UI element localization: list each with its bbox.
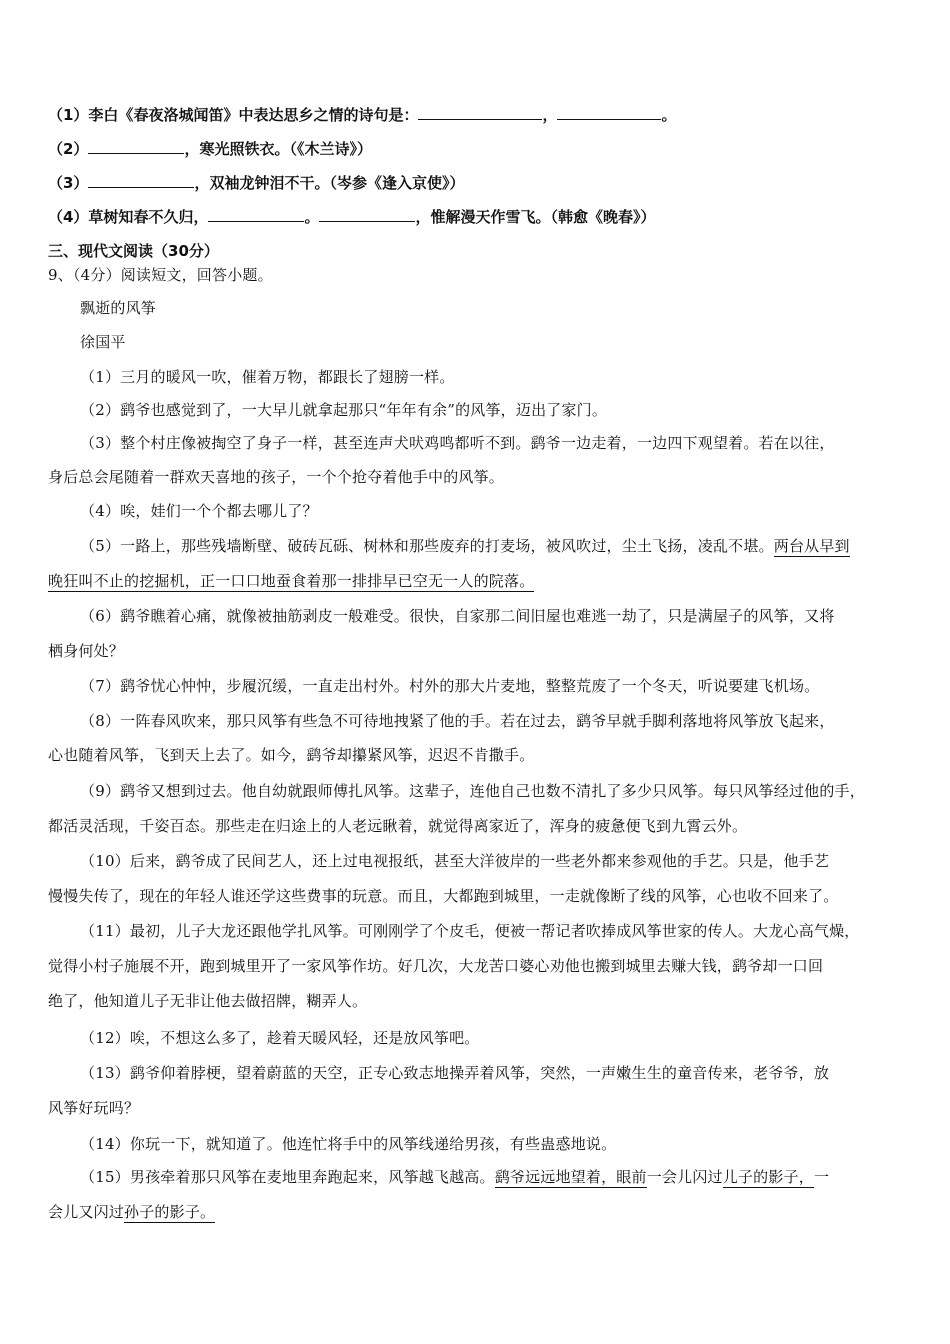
- answer-blank[interactable]: [88, 173, 194, 188]
- answer-blank[interactable]: [557, 105, 661, 120]
- paragraph-7: （7）鹞爷忧心忡忡，步履沉缓，一直走出村外。村外的那大片麦地，整整荒废了一个冬天，听说要建飞机场。: [80, 677, 820, 695]
- paragraph-6-line-2: 栖身何处？: [48, 642, 125, 660]
- paragraph-11-line-3: 绝了，他知道儿子无非让他去做招牌，糊弄人。: [48, 992, 368, 1010]
- paragraph-15-line-2: 会儿又闪过孙子的影子。: [48, 1203, 216, 1221]
- question-9-prompt: 9、（4分）阅读短文，回答小题。: [48, 266, 273, 284]
- paragraph-14: （14）你玩一下，就知道了。他连忙将手中的风筝线递给男孩，有些蛊惑地说。: [80, 1135, 617, 1153]
- paragraph-5-line-1: （5）一路上，那些残墙断壁、破砖瓦砾、树林和那些废弃的打麦场，被风吹过，尘土飞扬，凌乱不堪。两台从早到: [80, 537, 850, 555]
- question-2: （2） ，寒光照铁衣。（《木兰诗》）: [48, 140, 372, 158]
- paragraph-4: （4）唉，娃们一个个都去哪儿了？: [80, 502, 318, 520]
- paragraph-10-line-1: （10）后来，鹞爷成了民间艺人，还上过电视报纸，甚至大洋彼岸的一些老外都来参观他的手艺。只是，他手艺: [80, 852, 830, 870]
- underlined-text: 儿子的影子，: [722, 1168, 814, 1186]
- paragraph-5-line-2: [48, 570, 534, 591]
- answer-blank[interactable]: [319, 207, 415, 222]
- paragraph-1: （1）三月的暖风一吹，催着万物，都跟长了翅膀一样。: [80, 368, 455, 386]
- underlined-text: 两台从早到: [773, 537, 850, 555]
- paragraph-2: （2）鹞爷也感觉到了，一大早儿就拿起那只“年年有余”的风筝，迈出了家门。: [80, 401, 608, 419]
- paragraph-3-line-2: 身后总会尾随着一群欢天喜地的孩子，一个个抢夺着他手中的风筝。: [48, 468, 505, 486]
- underlined-text: 鹞爷远远地望着，眼前: [494, 1168, 647, 1186]
- paragraph-11-line-1: （11）最初，儿子大龙还跟他学扎风筝。可刚刚学了个皮毛，便被一帮记者吹捧成风筝世家的传人。大龙心高气燥，: [80, 922, 860, 940]
- paragraph-12: （12）唉，不想这么多了，趁着天暖风轻，还是放风筝吧。: [80, 1029, 480, 1047]
- paragraph-9-line-1: （9）鹞爷又想到过去。他自幼就跟师傅扎风筝。这辈子，连他自己也数不清扎了多少只风筝。每只风筝经过他的手，: [80, 782, 865, 800]
- paragraph-11-line-2: 觉得小村子施展不开，跑到城里开了一家风筝作坊。好几次，大龙苦口婆心劝他也搬到城里去赚大钱，鹞爷却一口回: [48, 957, 824, 975]
- underlined-text: 孙子的影子。: [124, 1203, 216, 1221]
- question-1: （1）李白《春夜洛城闻笛》中表达思乡之情的诗句是： ， 。: [48, 106, 677, 124]
- paragraph-13-line-2: 风筝好玩吗？: [48, 1099, 140, 1117]
- underlined-text: 晚狂叫不止的挖掘机，正一口口地蚕食着那一排排早已空无一人的院落。: [48, 572, 535, 590]
- question-3: （3） ，双袖龙钟泪不干。（岑参《逢入京使》）: [48, 174, 465, 192]
- answer-blank[interactable]: [208, 207, 304, 222]
- article-title: 飘逝的风筝: [80, 299, 157, 317]
- question-4: （4）草树知春不久归， 。 ，惟解漫天作雪飞。（韩愈《晚春》）: [48, 208, 656, 226]
- paragraph-8-line-1: （8）一阵春风吹来，那只风筝有些急不可待地拽紧了他的手。若在过去，鹞爷早就手脚利落地将风筝放飞起来，: [80, 712, 835, 730]
- paragraph-10-line-2: 慢慢失传了，现在的年轻人谁还学这些费事的玩意。而且，大都跑到城里，一走就像断了线的风筝，心也收不回来了。: [48, 887, 839, 905]
- section-heading: 三、现代文阅读（30分）: [48, 242, 219, 260]
- paragraph-13-line-1: （13）鹞爷仰着脖梗，望着蔚蓝的天空，正专心致志地操弄着风筝，突然，一声嫩生生的童音传来，老爷爷，放: [80, 1064, 830, 1082]
- article-author: 徐国平: [80, 333, 126, 351]
- paragraph-8-line-2: 心也随着风筝，飞到天上去了。如今，鹞爷却攥紧风筝，迟迟不肯撒手。: [48, 746, 535, 764]
- paragraph-3-line-1: （3）整个村庄像被掏空了身子一样，甚至连声犬吠鸡鸣都听不到。鹞爷一边走着，一边四下观望着。若在以往，: [80, 434, 835, 452]
- paragraph-6-line-1: （6）鹞爷瞧着心痛，就像被抽筋剥皮一般难受。很快，自家那二间旧屋也难逃一劫了，只是满屋子的风筝，又将: [80, 607, 835, 625]
- answer-blank[interactable]: [418, 105, 542, 120]
- paragraph-15-line-1: （15）男孩牵着那只风筝在麦地里奔跑起来，风筝越飞越高。鹞爷远远地望着，眼前一会儿闪过儿子的影子，一: [80, 1168, 830, 1186]
- answer-blank[interactable]: [88, 139, 184, 154]
- paragraph-9-line-2: 都活灵活现，千姿百态。那些走在归途上的人老远瞅着，就觉得离家近了，浑身的疲惫便飞到九霄云外。: [48, 817, 748, 835]
